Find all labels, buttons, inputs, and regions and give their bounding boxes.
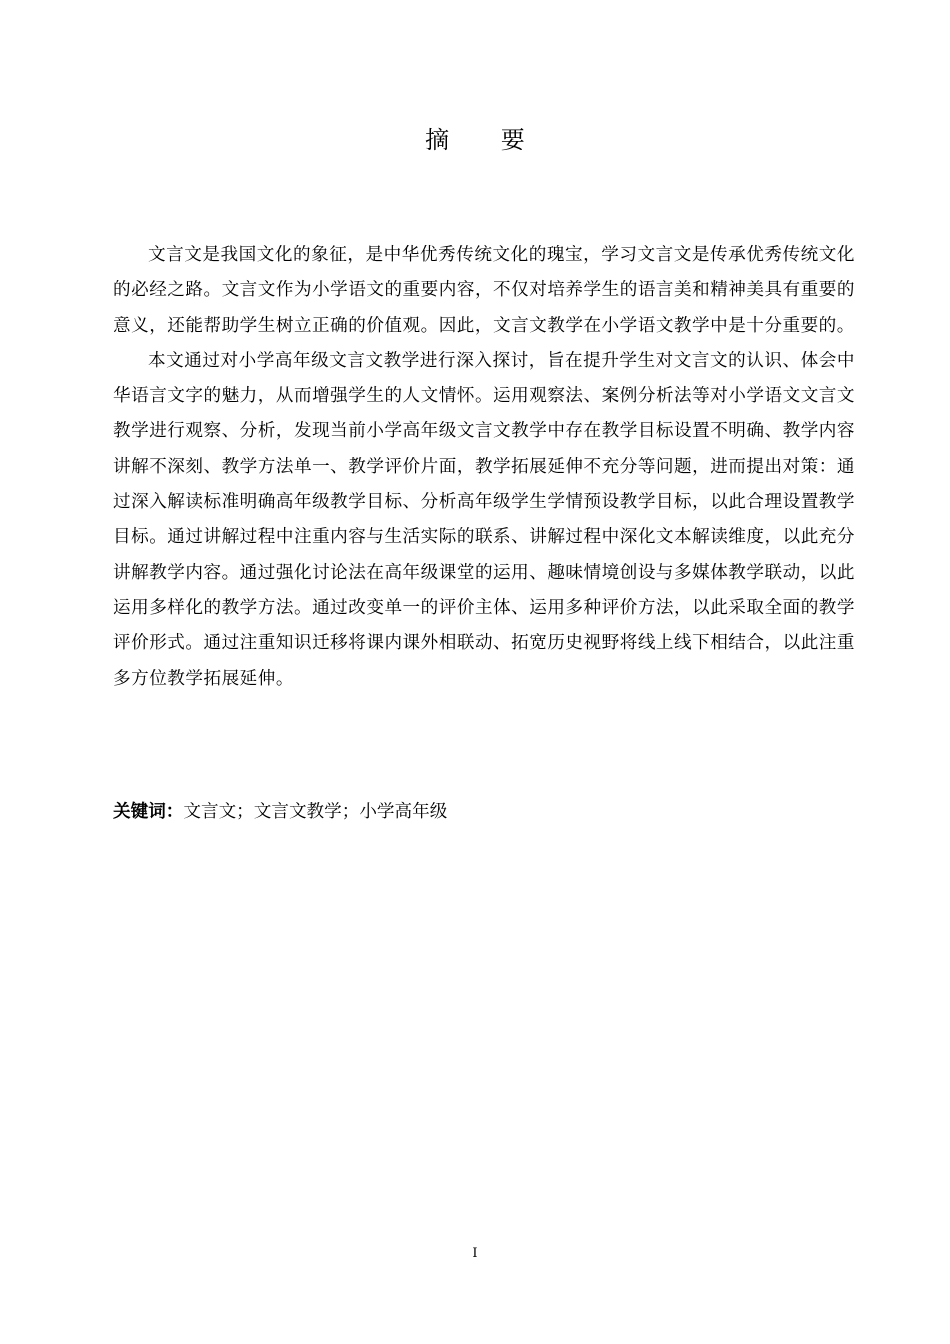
keywords-label: 关键词： (113, 802, 184, 822)
keywords-line (113, 794, 855, 830)
abstract-title: 摘 要 (425, 126, 547, 154)
abstract-body (113, 238, 855, 697)
abstract-paragraph-1: 文言文是我国文化的象征，是中华优秀传统文化的瑰宝，学习文言文是传承优秀传统文化的必经之路。文言文作为小学语文的重要内容，不仅对培养学生的语言美和精神美具有重要的意义，还能帮助学生树立正确的价值观。因此，文言文教学在小学语文教学中是十分重要的。 (113, 245, 855, 336)
keywords-value: 文言文；文言文教学；小学高年级 (183, 802, 448, 822)
abstract-paragraph-2: 本文通过对小学高年级文言文教学进行深入探讨，旨在提升学生对文言文的认识、体会中华语言文字的魅力，从而增强学生的人文情怀。运用观察法、案例分析法等对小学语文文言文教学进行观察、分析，发现当前小学高年级文言文教学中存在教学目标设置不明确、教学内容讲解不深刻、教学方法单一、教学评价片面，教学拓展延伸不充分等问题，进而提出对策：通过深入解读标准明确高年级教学目标、分析高年级学生学情预设教学目标，以此合理设置教学目标。通过讲解过程中注重内容与生活实际的联系、讲解过程中深化文本解读维度，以此充分讲解教学内容。通过强化讨论法在高年级课堂的运用、趣味情境创设与多媒体教学联动，以此运用多样化的教学方法。通过改变单一的评价主体、运用多种评价方法，以此采取全面的教学评价形式。通过注重知识迁移将课内课外相联动、拓宽历史视野将线上线下相结合，以此注重多方位教学拓展延伸。 (113, 350, 855, 689)
page-number: I (472, 1246, 478, 1261)
